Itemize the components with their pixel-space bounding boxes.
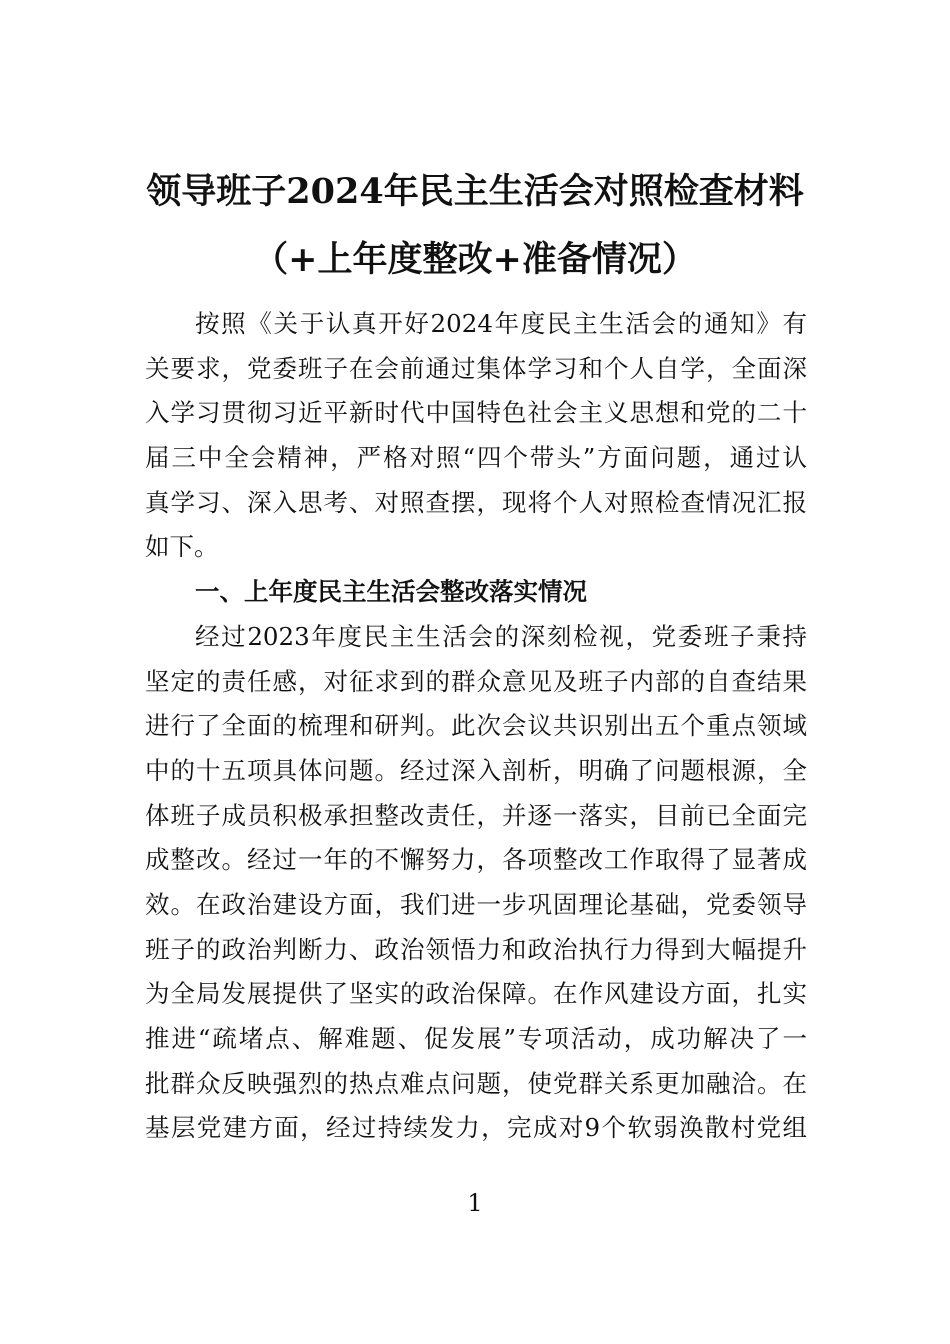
paragraph-line: 真学习、深入思考、对照查摆，现将个人对照检查情况汇报 [145, 488, 807, 517]
paragraph-line: 班子的政治判断力、政治领悟力和政治执行力得到大幅提升 [145, 935, 807, 964]
paragraph-line: 批群众反映强烈的热点难点问题，使党群关系更加融洽。在 [145, 1069, 807, 1098]
paragraph-line: 关要求，党委班子在会前通过集体学习和个人自学，全面深 [145, 354, 807, 383]
page-number: 1 [467, 1189, 483, 1217]
paragraph-line: 届三中全会精神，严格对照“四个带头”方面问题，通过认 [145, 443, 807, 472]
paragraph-line: 中的十五项具体问题。经过深入剖析，明确了问题根源，全 [145, 756, 807, 785]
paragraph-line: 效。在政治建设方面，我们进一步巩固理论基础，党委领导 [145, 890, 807, 919]
paragraph-line: 入学习贯彻习近平新时代中国特色社会主义思想和党的二十 [145, 398, 807, 427]
paragraph-line: 体班子成员积极承担整改责任，并逐一落实，目前已全面完 [145, 801, 807, 830]
paragraph-line: 坚定的责任感，对征求到的群众意见及班子内部的自查结果 [145, 667, 807, 696]
paragraph-line: 成整改。经过一年的不懈努力，各项整改工作取得了显著成 [145, 845, 807, 874]
paragraph-line: 按照《关于认真开好2024年度民主生活会的通知》有 [195, 309, 807, 338]
paragraph-line: 为全局发展提供了坚实的政治保障。在作风建设方面，扎实 [145, 979, 807, 1008]
paragraph-line: 经过2023年度民主生活会的深刻检视，党委班子秉持 [195, 622, 807, 651]
paragraph-line: 进行了全面的梳理和研判。此次会议共识别出五个重点领域 [145, 711, 807, 740]
paragraph-line: 推进“疏堵点、解难题、促发展”专项活动，成功解决了一 [145, 1024, 807, 1053]
section-heading: 一、上年度民主生活会整改落实情况 [195, 577, 587, 606]
paragraph-line: 基层党建方面，经过持续发力，完成对9个软弱涣散村党组 [145, 1113, 807, 1142]
document-title: 领导班子2024年民主生活会对照检查材料 [146, 171, 804, 212]
paragraph-line: 如下。 [145, 532, 219, 561]
document-subtitle: （+上年度整改+准备情况） [253, 239, 697, 280]
